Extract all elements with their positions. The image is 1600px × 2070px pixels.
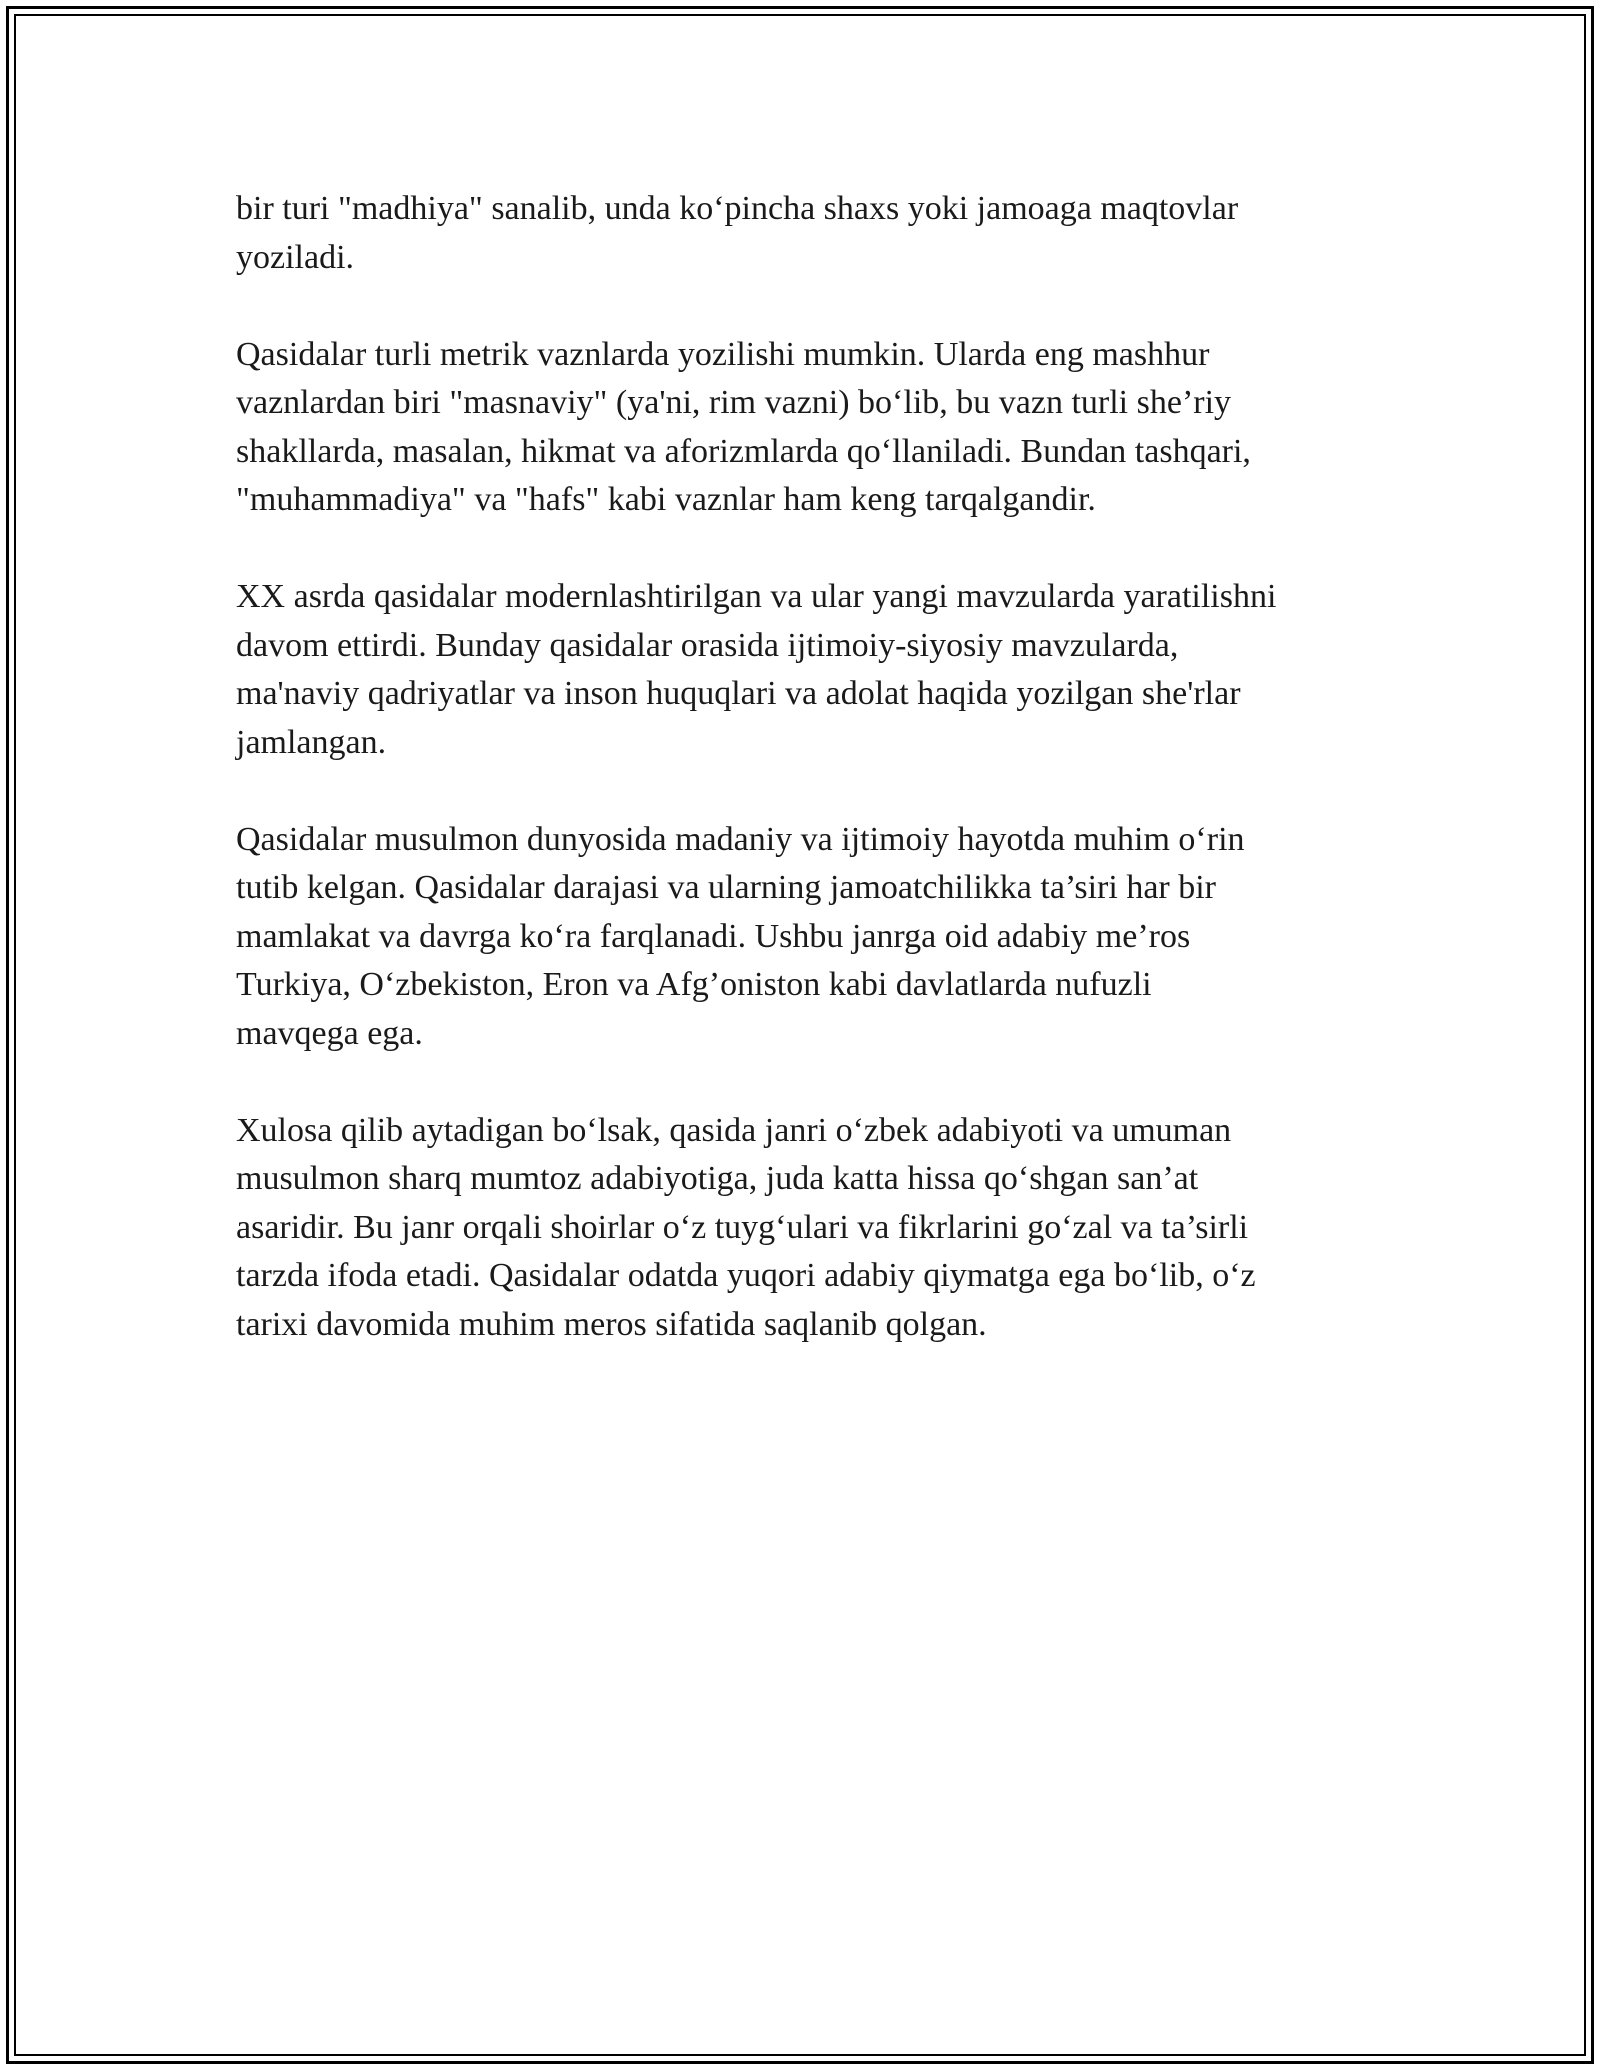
paragraph-5: [236, 1107, 1376, 1350]
document-body: [236, 185, 1376, 1398]
text-line: vaznlardan biri "masnaviy" (ya'ni, rim vazni) bo‘lib, bu vazn turli she’riy: [236, 384, 1232, 421]
text-line: "muhammadiya" va "hafs" kabi vaznlar ham keng tarqalgandir.: [236, 481, 1096, 518]
text-line: Qasidalar musulmon dunyosida madaniy va ijtimoiy hayotda muhim o‘rin: [236, 820, 1245, 858]
paragraph-2: [236, 331, 1376, 525]
paragraph-4: [236, 816, 1376, 1059]
text-line: yoziladi.: [236, 238, 355, 276]
paragraph-3: [236, 573, 1376, 767]
text-line: asaridir. Bu janr orqali shoirlar o‘z tuyg‘ulari va fikrlarini go‘zal va ta’sirli: [236, 1208, 1249, 1246]
text-line: davom ettirdi. Bunday qasidalar orasida ijtimoiy-siyosiy mavzularda,: [236, 626, 1179, 664]
text-line: musulmon sharq mumtoz adabiyotiga, juda katta hissa qo‘shgan san’at: [236, 1160, 1199, 1197]
text-line: tarzda ifoda etadi. Qasidalar odatda yuqori adabiy qiymatga ega bo‘lib, o‘z: [236, 1257, 1256, 1294]
text-line: jamlangan.: [236, 723, 387, 761]
text-line: Turkiya, O‘zbekiston, Eron va Afg’oniston kabi davlatlarda nufuzli: [236, 966, 1152, 1003]
text-line: Qasidalar turli metrik vaznlarda yozilishi mumkin. Ularda eng mashhur: [236, 335, 1210, 373]
paragraph-1: [236, 185, 1376, 282]
text-line: tutib kelgan. Qasidalar darajasi va ularning jamoatchilikka ta’siri har bir: [236, 869, 1217, 906]
text-line: ma'naviy qadriyatlar va inson huquqlari va adolat haqida yozilgan she'rlar: [236, 675, 1241, 712]
text-line: mamlakat va davrga ko‘ra farqlanadi. Ushbu janrga oid adabiy me’ros: [236, 917, 1191, 955]
text-line: mavqega ega.: [236, 1014, 423, 1052]
text-line: Xulosa qilib aytadigan bo‘lsak, qasida janri o‘zbek adabiyoti va umuman: [236, 1111, 1232, 1149]
text-line: tarixi davomida muhim meros sifatida saqlanib qolgan.: [236, 1305, 987, 1343]
text-line: shakllarda, masalan, hikmat va aforizmlarda qo‘llaniladi. Bundan tashqari,: [236, 432, 1251, 470]
text-line: bir turi "madhiya" sanalib, unda ko‘pincha shaxs yoki jamoaga maqtovlar: [236, 190, 1239, 227]
text-line: XX asrda qasidalar modernlashtirilgan va ular yangi mavzularda yaratilishni: [236, 578, 1277, 615]
